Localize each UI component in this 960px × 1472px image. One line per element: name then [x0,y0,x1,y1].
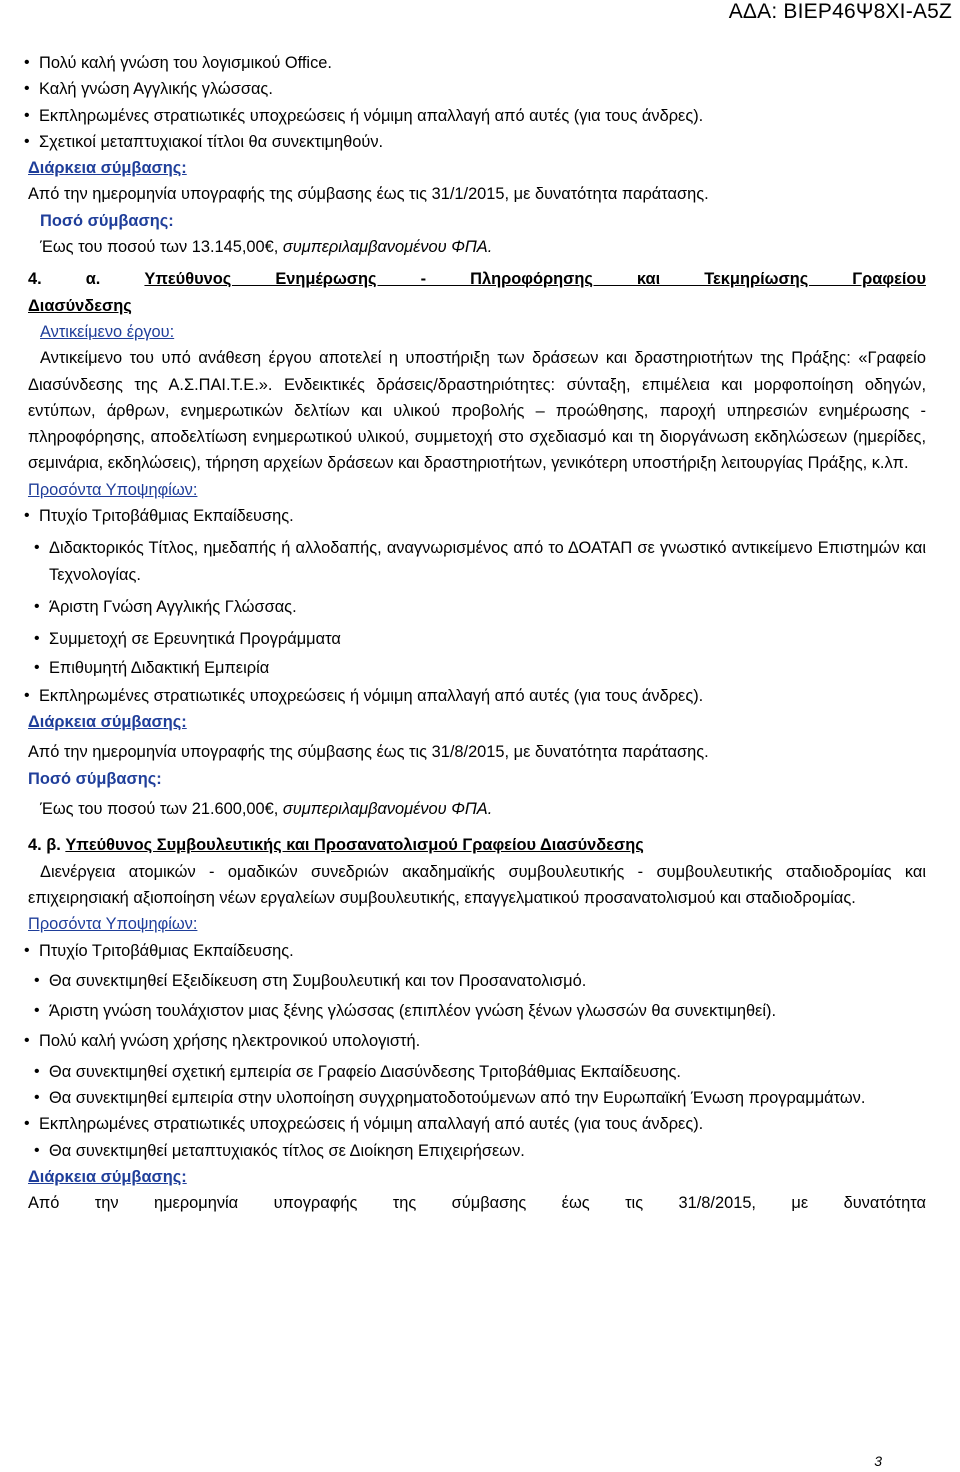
bullet-icon: • [34,597,40,615]
bullet-icon: • [24,54,30,71]
list-item: • Θα συνεκτιμηθεί εμπειρία στην υλοποίηση συγχρηματοδοτούμενων από την Ευρωπαϊκή Ένωση προγραμμάτων. [38,1085,926,1111]
amount-text: Έως του ποσού των 21.600,00€, συμπεριλαμβανομένου ΦΠΑ. [40,800,493,819]
list-item: • Συμμετοχή σε Ερευνητικά Προγράμματα [38,626,926,652]
bullet-icon: • [34,1002,40,1020]
duration-text: Από την ημερομηνία υπογραφής της σύμβασης έως τις 31/1/2015, με δυνατότητα παράτασης. [28,185,709,204]
bullet-icon: • [34,658,40,676]
list-item: • Θα συνεκτιμηθεί σχετική εμπειρία σε Γραφείο Διασύνδεσης Τριτοβάθμιας Εκπαίδευσης. [38,1059,926,1085]
list-item: • Θα συνεκτιμηθεί μεταπτυχιακός τίτλος σε Διοίκηση Επιχειρήσεων. [38,1138,926,1164]
list-item: • Επιθυμητή Διδακτική Εμπειρία [38,655,926,681]
bullet-icon: • [24,1115,30,1133]
object-text: Διενέργεια ατομικών - ομαδικών συνεδριών ακαδημαϊκής συμβουλευτικής - συμβουλευτικής σταδιοδρομίας και επιχειρησιακή αξιοποίηση νέων εργαλείων συμβουλευτικής, επαγγελματικού προσανατολισμού και σταδιοδρομίας. [28,862,926,907]
bullet-icon: • [34,971,40,989]
object-label: Αντικείμενο έργου: [40,322,175,341]
list-item: • Θα συνεκτιμηθεί Εξειδίκευση στη Συμβουλευτική και τον Προσανατολισμό. [38,968,926,994]
list-item: • Άριστη γνώση τουλάχιστον μιας ξένης γλώσσας (επιπλέον γνώση ξένων γλωσσών θα συνεκτιμηθεί). [38,998,926,1024]
section-b-heading: 4. β. Υπεύθυνος Συμβουλευτικής και Προσανατολισμού Γραφείου Διασύνδεσης [28,836,644,855]
duration-label: Διάρκεια σύμβασης: [28,1167,187,1186]
duration-text: Από την ημερομηνία υπογραφής της σύμβασης έως τις 31/8/2015, με δυνατότητα [28,1194,926,1213]
bullet-icon: • [24,106,30,124]
qualifications-label: Προσόντα Υποψηφίων: [28,915,198,934]
ada-code: ΑΔΑ: ΒΙΕΡ46Ψ8ΧΙ-Α5Ζ [728,0,952,23]
bullet-icon: • [24,941,30,959]
list-item: • Εκπληρωμένες στρατιωτικές υποχρεώσεις ή νόμιμη απαλλαγή από αυτές (για τους άνδρες). [28,683,926,709]
bullet-icon: • [34,1141,40,1159]
amount-text: Έως του ποσού των 13.145,00€, συμπεριλαμβανομένου ΦΠΑ. [40,238,493,257]
bullet-icon: • [34,630,40,648]
bullet-icon: • [24,507,30,525]
duration-label: Διάρκεια σύμβασης: [28,713,187,732]
bullet-icon: • [34,1088,40,1106]
document-body [24,50,926,1216]
bullet-icon: • [34,539,40,557]
section-a-heading: 4. α. Υπεύθυνος Ενημέρωσης - Πληροφόρησης και Τεκμηρίωσης Γραφείου [28,270,926,289]
duration-text: Από την ημερομηνία υπογραφής της σύμβασης έως τις 31/8/2015, με δυνατότητα παράτασης. [28,743,709,762]
list-item: • Πτυχίο Τριτοβάθμιας Εκπαίδευσης. [28,938,926,964]
amount-label: Ποσό σύμβασης: [40,211,174,230]
bullet-icon: • [24,132,30,150]
list-item: • Διδακτορικός Τίτλος, ημεδαπής ή αλλοδαπής, αναγνωρισμένος από το ΔΟΑΤΑΠ σε γνωστικό αντικείμενο Επιστημών και Τεχνολογίας. [38,535,926,588]
amount-label: Ποσό σύμβασης: [28,769,162,788]
object-text: Αντικείμενο του υπό ανάθεση έργου αποτελεί η υποστήριξη των δράσεων και δραστηριοτήτων της Πράξης: «Γραφείο Διασύνδεσης της Α.Σ.ΠΑΙ.Τ.Ε.». Ενδεικτικές δράσεις/δραστηριότητες: σύνταξη, επιμέλεια και μορφοποίηση οδηγών, εντύπων, άρθρων, ενημερωτικών δελτίων και υλικού προβολής – προώθησης, παροχή υπηρεσιών ενημέρωσης - πληροφόρησης, αποδελτίωση ενημερωτικού υλικού, συμμετοχή στο σχεδιασμό και τη διοργάνωση εκδηλώσεων (ημερίδες, σεμινάρια, εκδηλώσεις), τήρηση αρχείων δράσεων και δραστηριοτήτων, γενικότερη υποστήριξη λειτουργίας Πράξης, κ.λπ. [28,349,926,473]
duration-label: Διάρκεια σύμβασης: [28,159,187,178]
qualifications-label: Προσόντα Υποψηφίων: [28,480,198,499]
bullet-icon: • [24,80,30,98]
bullet-icon: • [34,1062,40,1080]
list-item: • Εκπληρωμένες στρατιωτικές υποχρεώσεις ή νόμιμη απαλλαγή από αυτές (για τους άνδρες). [28,1111,926,1137]
bullet-icon: • [24,686,30,704]
section-a-heading-cont: Διασύνδεσης [28,296,132,315]
list-item: • Πολύ καλή γνώση του λογισμικού Office. [28,50,926,76]
list-item: • Καλή γνώση Αγγλικής γλώσσας. [28,76,926,102]
bullet-icon: • [24,1032,30,1050]
list-item: • Πτυχίο Τριτοβάθμιας Εκπαίδευσης. [28,503,926,529]
list-item: • Άριστη Γνώση Αγγλικής Γλώσσας. [38,594,926,620]
page-number: 3 [874,1453,882,1469]
list-item: • Εκπληρωμένες στρατιωτικές υποχρεώσεις ή νόμιμη απαλλαγή από αυτές (για τους άνδρες). [28,103,926,129]
list-item: • Πολύ καλή γνώση χρήσης ηλεκτρονικού υπολογιστή. [28,1028,926,1054]
list-item: • Σχετικοί μεταπτυχιακοί τίτλοι θα συνεκτιμηθούν. [28,129,926,155]
